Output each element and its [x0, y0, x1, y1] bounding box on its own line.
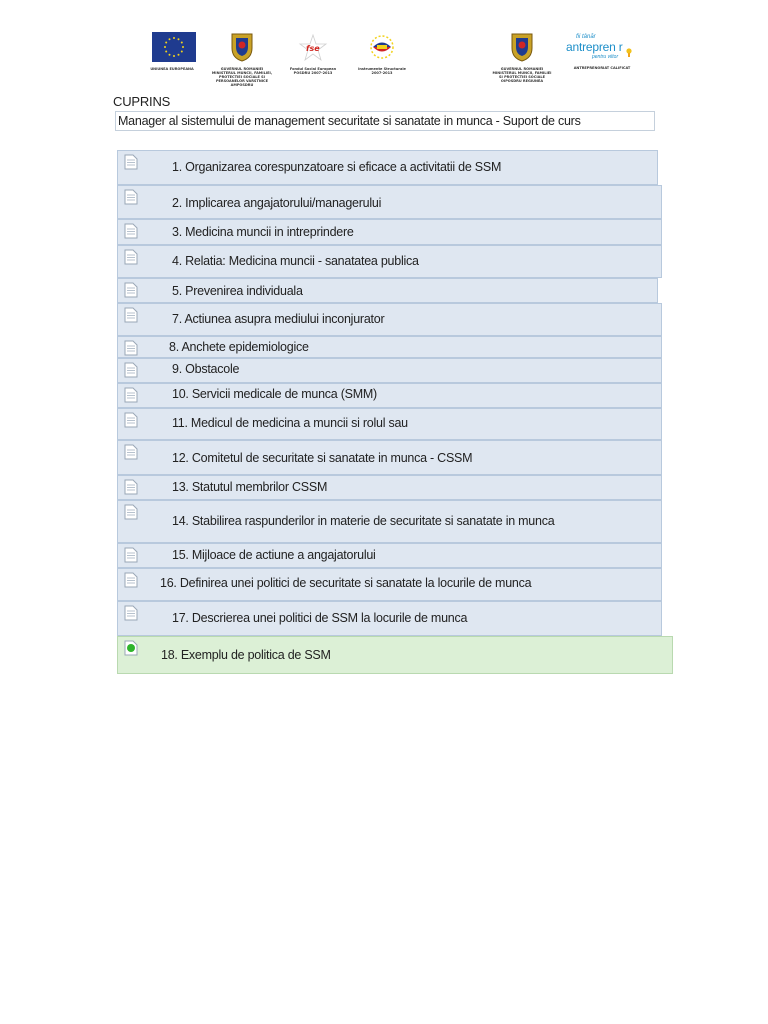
toc-item[interactable] — [117, 358, 662, 383]
structural-instruments-logo — [357, 30, 407, 78]
toc-item-label: 15. Mijloace de actiune a angajatorului — [172, 548, 376, 562]
toc-item[interactable] — [117, 568, 662, 601]
section-label: CUPRINS — [113, 94, 171, 109]
structural-instruments-icon — [365, 32, 399, 62]
toc-item[interactable] — [117, 278, 658, 303]
toc-item[interactable] — [117, 440, 662, 475]
toc-item-current[interactable] — [117, 636, 673, 674]
document-icon — [124, 572, 138, 588]
document-icon — [124, 387, 138, 403]
toc-item[interactable] — [117, 475, 662, 500]
document-icon — [124, 249, 138, 265]
oir-logo — [486, 30, 558, 86]
fse-logo — [288, 30, 338, 78]
document-icon — [124, 223, 138, 239]
document-icon — [124, 340, 138, 356]
bulb-icon — [626, 48, 632, 58]
eu-caption: UNIUNEA EUROPEANA — [150, 67, 194, 71]
document-icon — [124, 479, 138, 495]
fse-mark: fse — [306, 44, 320, 53]
toc-item-label: 17. Descrierea unei politici de SSM la locurile de munca — [172, 611, 468, 625]
fse-caption: Fondul Social European POSDRU 2007-2013 — [289, 67, 337, 75]
toc-item-label: 16. Definirea unei politici de securitate si sanatate la locurile de munca — [160, 576, 532, 590]
toc-item-label: 3. Medicina muncii in intreprindere — [172, 225, 354, 239]
toc-item-label: 2. Implicarea angajatorului/managerului — [172, 196, 382, 210]
toc-item[interactable] — [117, 245, 662, 278]
document-icon — [124, 154, 138, 170]
campaign-line3: pentru viitor — [592, 54, 619, 60]
toc-item[interactable] — [117, 543, 662, 568]
campaign-line1: fii tânăr — [576, 34, 596, 40]
campaign-line2: antrepren r — [566, 40, 623, 54]
toc-item-label: 14. Stabilirea raspunderilor in materie de securitate si sanatate in munca — [172, 514, 555, 528]
toc-item[interactable] — [117, 601, 662, 636]
document-icon — [124, 362, 138, 378]
document-icon — [124, 605, 138, 621]
toc-item[interactable] — [117, 383, 662, 408]
campaign-logo — [560, 34, 636, 74]
coat-of-arms-icon — [509, 32, 535, 62]
eu-flag-icon — [152, 32, 196, 62]
toc-item[interactable] — [117, 185, 662, 219]
campaign-caption: ANTREPRENORIAT CALIFICAT — [573, 66, 631, 70]
coat-of-arms-icon — [229, 32, 255, 62]
toc-item-label: 18. Exemplu de politica de SSM — [161, 648, 331, 662]
toc-item-label: 8. Anchete epidemiologice — [169, 340, 309, 354]
document-icon — [124, 547, 138, 563]
document-icon — [124, 282, 138, 298]
toc-item[interactable] — [117, 500, 662, 543]
document-icon — [124, 504, 138, 520]
document-title: Manager al sistemului de management securitate si sanatate in munca - Suport de curs — [115, 111, 655, 131]
toc-item[interactable] — [117, 219, 662, 245]
eu-flag-logo — [148, 30, 196, 78]
toc-item-label: 1. Organizarea corespunzatoare si eficace a activitatii de SSM — [172, 160, 502, 174]
document-icon — [124, 307, 138, 323]
oir-caption: GUVERNUL ROMANIEI MINISTERUL MUNCII, FAMILIEI SI PROTECTIEI SOCIALE OIPOSDRU REGIUNEA — [492, 67, 552, 83]
document-icon — [124, 444, 138, 460]
document-icon — [124, 412, 138, 428]
toc-item[interactable] — [117, 336, 662, 358]
toc-item-label: 4. Relatia: Medicina muncii - sanatatea publica — [172, 254, 419, 268]
logo-bar — [0, 0, 768, 96]
ministry-logo — [206, 30, 278, 92]
toc-item[interactable] — [117, 150, 658, 185]
structural-instruments-caption: Instrumente Structurale 2007-2013 — [358, 67, 406, 75]
toc-item-label: 9. Obstacole — [172, 362, 240, 376]
document-icon — [124, 189, 138, 205]
toc-item-label: 12. Comitetul de securitate si sanatate in munca - CSSM — [172, 451, 473, 465]
current-document-icon — [124, 640, 138, 656]
toc-item-label: 7. Actiunea asupra mediului inconjurator — [172, 312, 385, 326]
toc-item-label: 11. Medicul de medicina a muncii si rolul sau — [172, 416, 408, 430]
toc-item[interactable] — [117, 303, 662, 336]
toc-item-label: 5. Prevenirea individuala — [172, 284, 303, 298]
toc-item-label: 10. Servicii medicale de munca (SMM) — [172, 387, 377, 401]
ministry-caption: GUVERNUL ROMANIEI MINISTERUL MUNCII, FAMILIEI, PROTECTIEI SOCIALE SI PERSOANELOR VARSTNICE AMPOSDRU — [211, 67, 273, 87]
toc-item[interactable] — [117, 408, 662, 440]
fse-star-icon — [298, 34, 328, 62]
toc-item-label: 13. Statutul membrilor CSSM — [172, 480, 328, 494]
